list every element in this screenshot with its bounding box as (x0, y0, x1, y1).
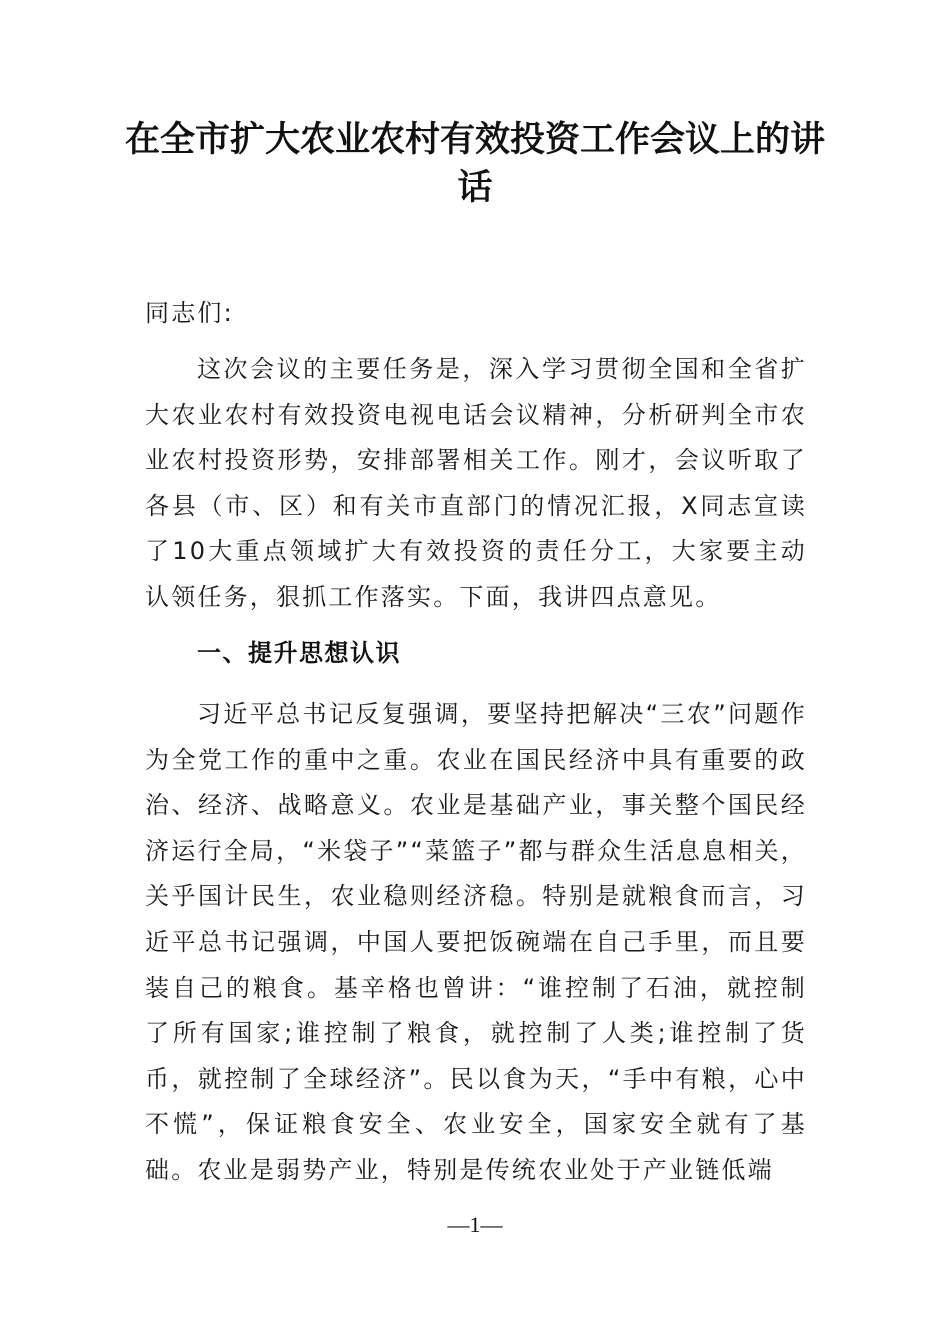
document-title: 在全市扩大农业农村有效投资工作会议上的讲话 (124, 119, 825, 208)
paragraph-section-1: 习近平总书记反复强调，要坚持把解决“三农”问题作为全党工作的重中之重。农业在国民经济中具有重要的政治、经济、战略意义。农业是基础产业，事关整个国民经济运行全局，“米袋子”“菜篮子”都与群众生活息息相关，关乎国计民生，农业稳则经济稳。特别是就粮食而言，习近平总书记强调，中国人要把饭碗端在自己手里，而且要装自己的粮食。基辛格也曾讲：“谁控制了石油，就控制了所有国家;谁控制了粮食，就控制了人类;谁控制了货币，就控制了全球经济”。民以食为天，“手中有粮，心中不慌”，保证粮食安全、农业安全，国家安全就有了基础。农业是弱势产业，特别是传统农业处于产业链低端 (145, 700, 807, 1184)
salutation: 同志们: (145, 299, 234, 327)
paragraph-intro: 这次会议的主要任务是，深入学习贯彻全国和全省扩大农业农村有效投资电视电话会议精神，分析研判全市农业农村投资形势，安排部署相关工作。刚才，会议听取了各县（市、区）和有关市直部门的情况汇报，X同志宣读了10大重点领域扩大有效投资的责任分工，大家要主动认领任务，狠抓工作落实。下面，我讲四点意见。 (145, 355, 807, 611)
section-heading-1: 一、提升思想认识 (197, 639, 401, 667)
page-number: —1— (447, 1212, 503, 1237)
